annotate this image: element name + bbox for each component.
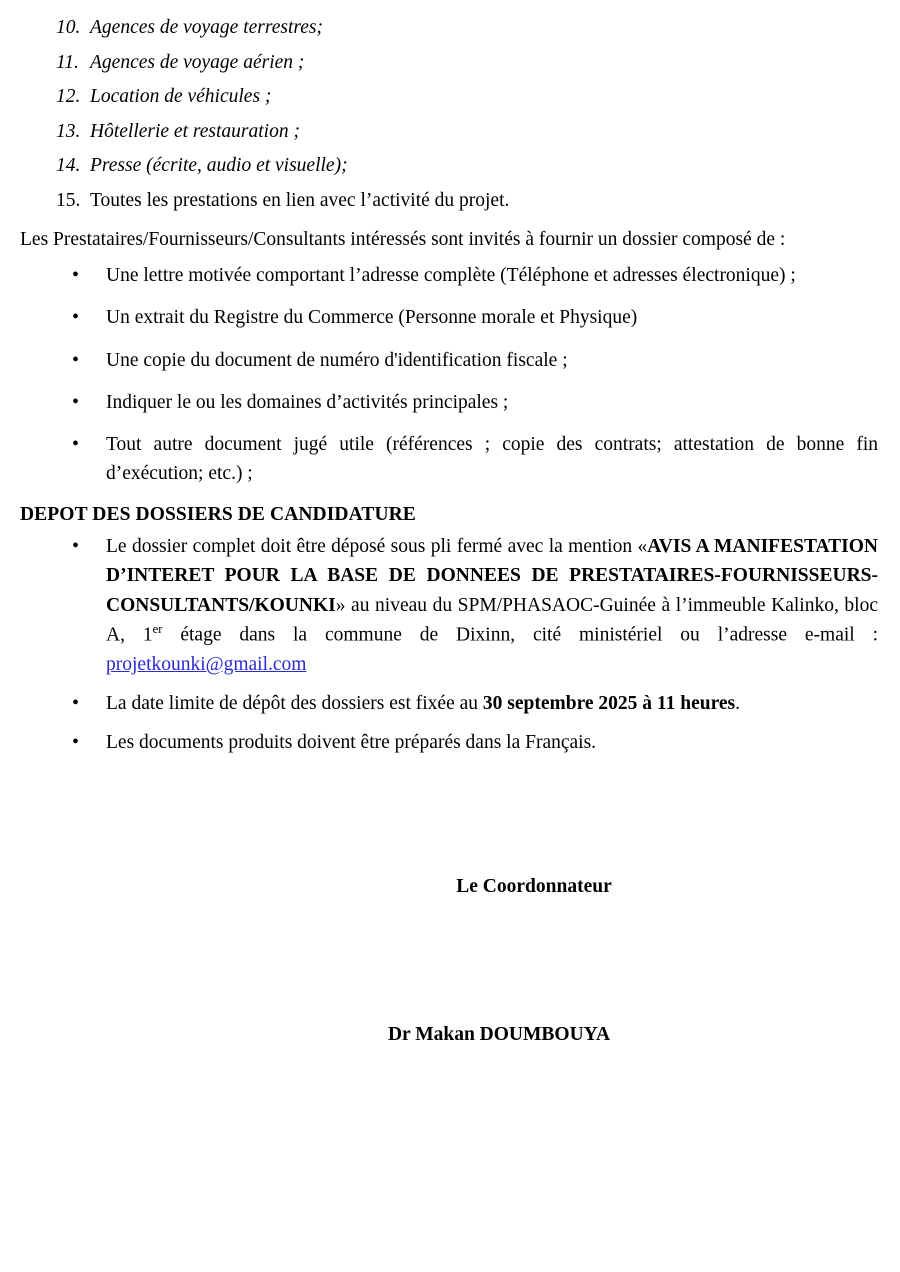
list-item: • Un extrait du Registre du Commerce (Personne morale et Physique)	[20, 303, 878, 332]
submission-address-rest: étage dans la commune de Dixinn, cité ministériel ou l’adresse e-mail :	[162, 624, 878, 646]
section-heading-depot: DEPOT DES DOSSIERS DE CANDIDATURE	[20, 503, 416, 525]
list-item: • Indiquer le ou les domaines d’activités principales ;	[20, 388, 878, 417]
list-item-label: Hôtellerie et restauration ;	[90, 120, 300, 142]
list-item-label: Location de véhicules ;	[90, 86, 272, 107]
list-item-number: 15.	[56, 189, 81, 211]
list-item	[20, 156, 878, 176]
signature-name: Dr Makan DOUMBOUYA	[387, 1023, 611, 1045]
list-item-label: Agences de voyage aérien ;	[90, 51, 305, 73]
list-item	[20, 191, 878, 211]
list-item-label: Agences de voyage terrestres;	[90, 17, 324, 38]
submission-mention: AVIS A MANIFESTATION D’INTERET POUR LA BASE DE DONNEES DE PRESTATAIRES-FOURNISSEURS-CONSULTANTS/KOUNKI	[106, 536, 878, 616]
dossier-requirements-list	[20, 261, 878, 489]
list-item-submission	[20, 532, 878, 679]
submission-address: » au niveau du SPM/PHASAOC-Guinée à l’immeuble Kalinko, bloc A, 1	[106, 594, 878, 646]
list-item-number: 13.	[56, 120, 81, 142]
submission-details-list	[20, 532, 878, 757]
list-item	[20, 53, 878, 73]
signature-role: Le Coordonnateur	[456, 876, 612, 898]
list-item	[20, 122, 878, 142]
list-item-label: Toutes les prestations en lien avec l’activité du projet.	[90, 189, 510, 211]
list-item-number: 10.	[56, 17, 81, 38]
list-item	[20, 87, 878, 107]
ordinal-suffix: er	[152, 621, 163, 636]
intro-paragraph: Les Prestataires/Fournisseurs/Consultants intéressés sont invités à fournir un dossier composé de :	[20, 229, 786, 250]
deadline-tail: .	[735, 692, 740, 714]
list-item-language: • Les documents produits doivent être préparés dans la Français.	[20, 728, 878, 757]
list-item-number: 14.	[56, 155, 81, 176]
deadline-lead: La date limite de dépôt des dossiers est fixée au	[106, 692, 483, 714]
submission-lead: Le dossier complet doit être déposé sous pli fermé avec la mention «	[106, 536, 648, 558]
list-item: • Tout autre document jugé utile (références ; copie des contrats; attestation de bonne fin d’exécution; etc.) ;	[20, 430, 878, 489]
deadline-date: 30 septembre 2025 à 11 heures	[482, 692, 736, 714]
list-item: • Une lettre motivée comportant l’adresse complète (Téléphone et adresses électronique) ;	[20, 261, 878, 290]
signature-block	[20, 877, 878, 1044]
list-item-deadline	[20, 689, 878, 718]
list-item: • Une copie du document de numéro d'identification fiscale ;	[20, 346, 878, 375]
numbered-list	[20, 18, 878, 210]
email-link[interactable]: projetkounki@gmail.com	[106, 653, 307, 675]
list-item-number: 12.	[56, 86, 81, 107]
list-item-number: 11.	[56, 51, 79, 73]
list-item	[20, 18, 878, 38]
list-item-label: Presse (écrite, audio et visuelle);	[90, 155, 348, 176]
